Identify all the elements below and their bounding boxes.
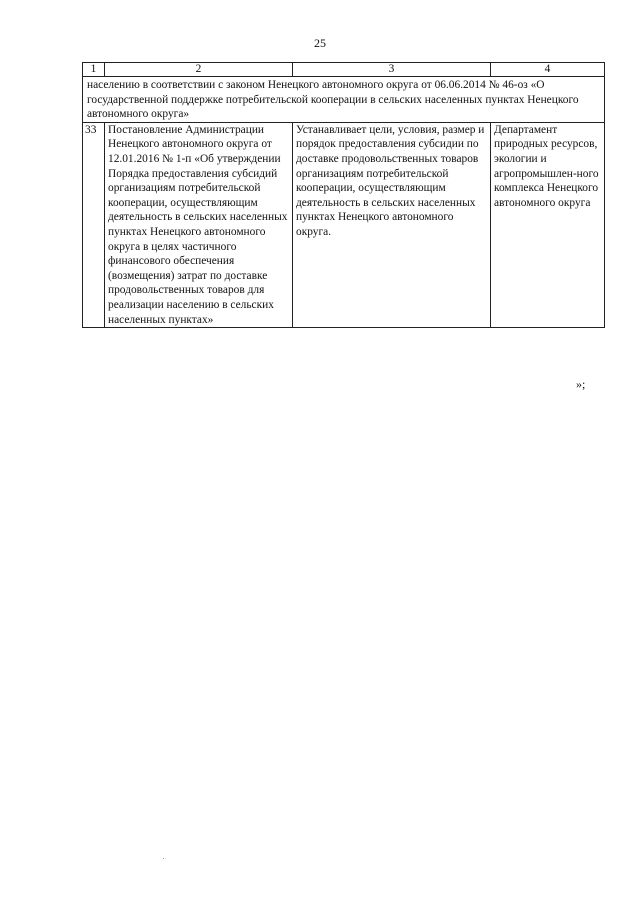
row-content: Устанавливает цели, условия, размер и порядок предоставления субсидии по доставке продовольственных товаров организациям потребительской кооперации, осуществляющим деятельность в сельских населенных пунктах Ненецкого автономного округа.	[293, 122, 491, 327]
scan-speck	[163, 858, 164, 859]
header-cell-1: 1	[83, 63, 105, 77]
header-cell-3: 3	[293, 63, 491, 77]
header-cell-4: 4	[491, 63, 605, 77]
table-row	[83, 122, 605, 327]
legal-acts-table	[82, 62, 605, 328]
table-header-row	[83, 63, 605, 77]
row-document-title: Постановление Администрации Ненецкого автономного округа от 12.01.2016 № 1-п «Об утверждении Порядка предоставления субсидий организациям потребительской кооперации, осуществляющим деятельность в сельских населенных пунктах Ненецкого автономного округа в целях частичного финансового обеспечения (возмещения) затрат по доставке продовольственных товаров для реализации населению в сельских населенных пунктах»	[105, 122, 293, 327]
continuation-row	[83, 77, 605, 123]
page-number: 25	[314, 36, 326, 50]
continuation-text: населению в соответствии с законом Ненецкого автономного округа от 06.06.2014 № 46-оз «О государственной поддержке потребительской кооперации в сельских населенных пунктах Ненецкого автономного округа»	[83, 77, 605, 123]
row-number: 33	[83, 122, 105, 327]
closing-quote-mark: »;	[576, 377, 586, 391]
header-cell-2: 2	[105, 63, 293, 77]
row-department: Департамент природных ресурсов, экологии и агропромышлен-ного комплекса Ненецкого автономного округа	[491, 122, 605, 327]
